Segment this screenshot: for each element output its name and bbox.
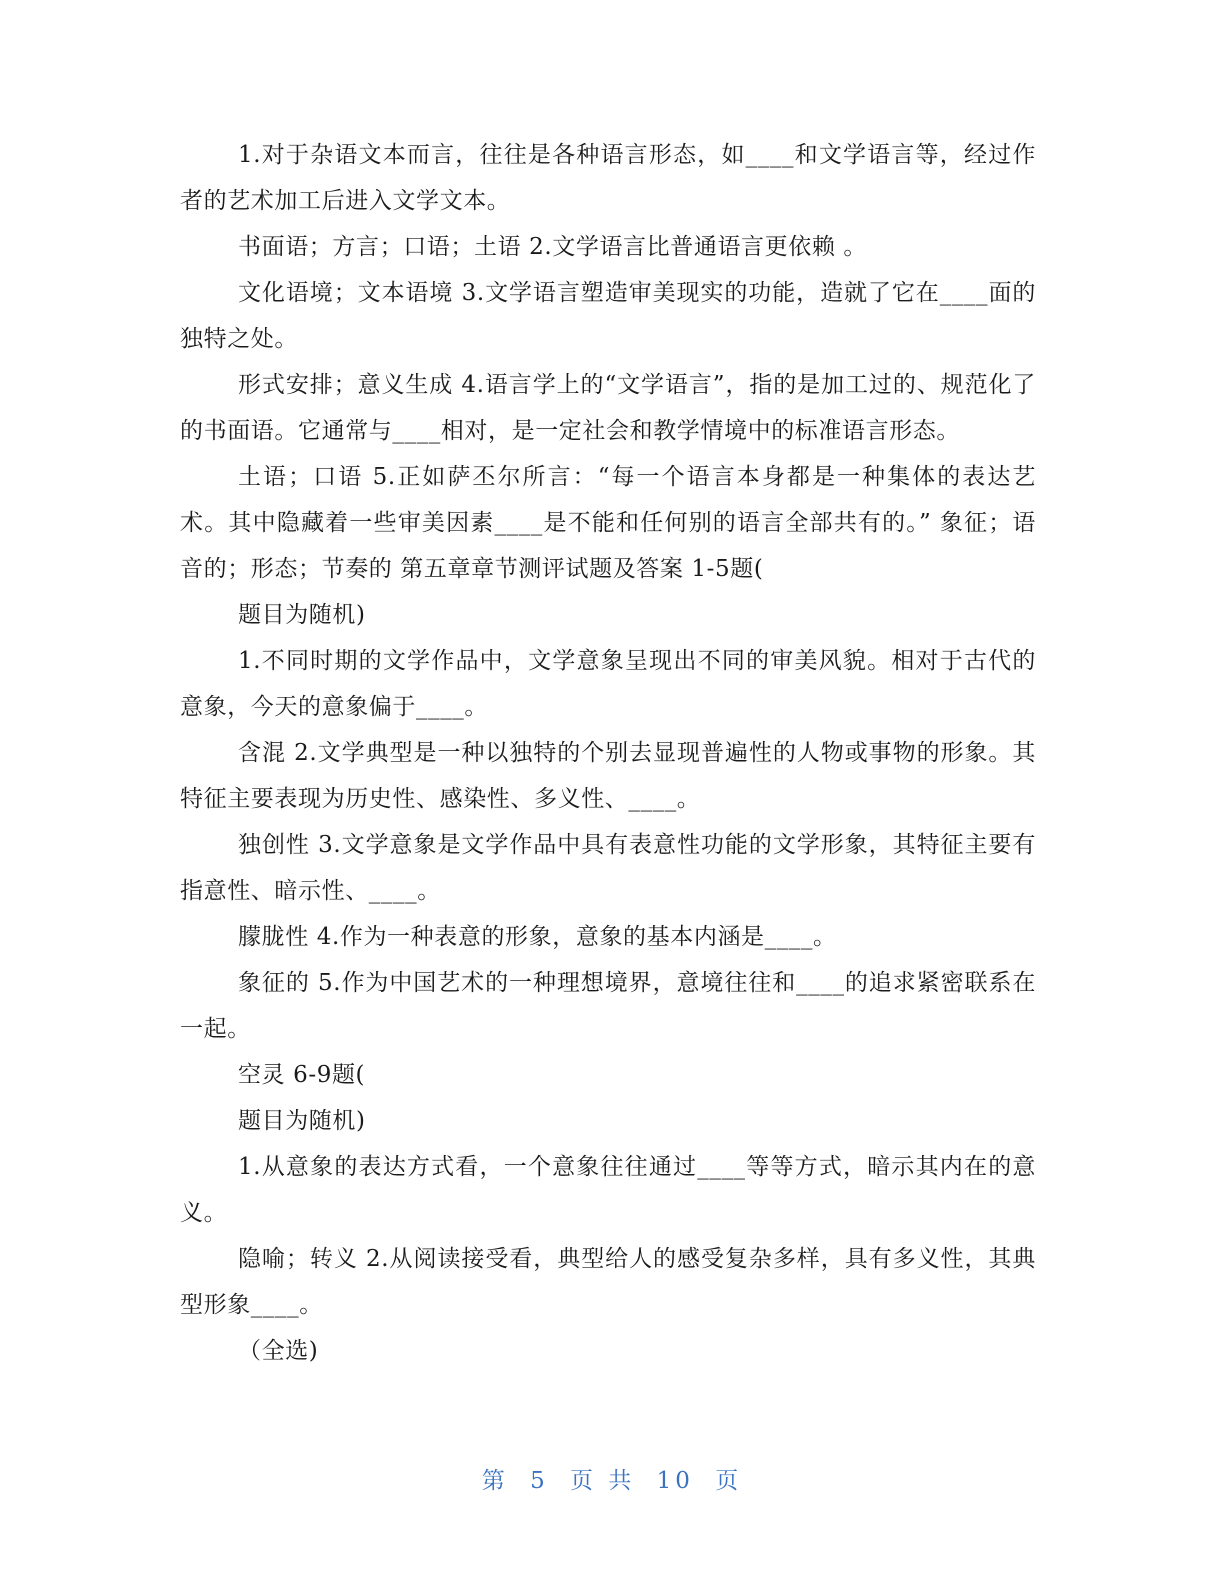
paragraph-12: 空灵 6-9题( — [238, 1062, 366, 1088]
page-footer — [0, 1462, 1224, 1495]
paragraph-4: 形式安排；意义生成 4.语言学上的“文学语言”，指的是加工过的、规范化了的书面语。它通常与____相对，是一定社会和教学情境中的标准语言形态。 — [180, 372, 1036, 444]
paragraph-14: 1.从意象的表达方式看，一个意象往往通过____等等方式，暗示其内在的意义。 — [180, 1154, 1036, 1226]
document-body — [180, 132, 1036, 1374]
paragraph-15: 隐喻；转义 2.从阅读接受看，典型给人的感受复杂多样，具有多义性，其典型形象____。 — [180, 1246, 1036, 1318]
paragraph-13: 题目为随机) — [238, 1108, 366, 1134]
footer-current-page: 5 — [530, 1468, 549, 1494]
footer-total-pages: 10 — [656, 1468, 694, 1494]
footer-middle: 页 共 — [570, 1468, 636, 1494]
paragraph-8: 含混 2.文学典型是一种以独特的个别去显现普遍性的人物或事物的形象。其特征主要表现为历史性、感染性、多义性、____。 — [180, 740, 1036, 812]
footer-suffix: 页 — [715, 1468, 743, 1494]
paragraph-2: 书面语；方言；口语；土语 2.文学语言比普通语言更依赖 。 — [238, 234, 867, 260]
paragraph-5: 土语；口语 5.正如萨丕尔所言：“每一个语言本身都是一种集体的表达艺术。其中隐藏着一些审美因素____是不能和任何别的语言全部共有的。” 象征；语音的；形态；节奏的 第五章章节测评试题及答案 1-5题( — [180, 464, 1036, 582]
footer-prefix: 第 — [481, 1468, 509, 1494]
paragraph-11: 象征的 5.作为中国艺术的一种理想境界，意境往往和____的追求紧密联系在一起。 — [180, 970, 1036, 1042]
paragraph-3: 文化语境；文本语境 3.文学语言塑造审美现实的功能，造就了它在____面的独特之处。 — [180, 280, 1036, 352]
paragraph-9: 独创性 3.文学意象是文学作品中具有表意性功能的文学形象，其特征主要有指意性、暗示性、____。 — [180, 832, 1036, 904]
paragraph-1: 1.对于杂语文本而言，往往是各种语言形态，如____和文学语言等，经过作者的艺术加工后进入文学文本。 — [180, 142, 1036, 214]
paragraph-7: 1.不同时期的文学作品中，文学意象呈现出不同的审美风貌。相对于古代的意象，今天的意象偏于____。 — [180, 648, 1036, 720]
paragraph-16: （全选) — [238, 1338, 319, 1364]
paragraph-6: 题目为随机) — [238, 602, 366, 628]
paragraph-10: 朦胧性 4.作为一种表意的形象，意象的基本内涵是____。 — [238, 924, 837, 950]
